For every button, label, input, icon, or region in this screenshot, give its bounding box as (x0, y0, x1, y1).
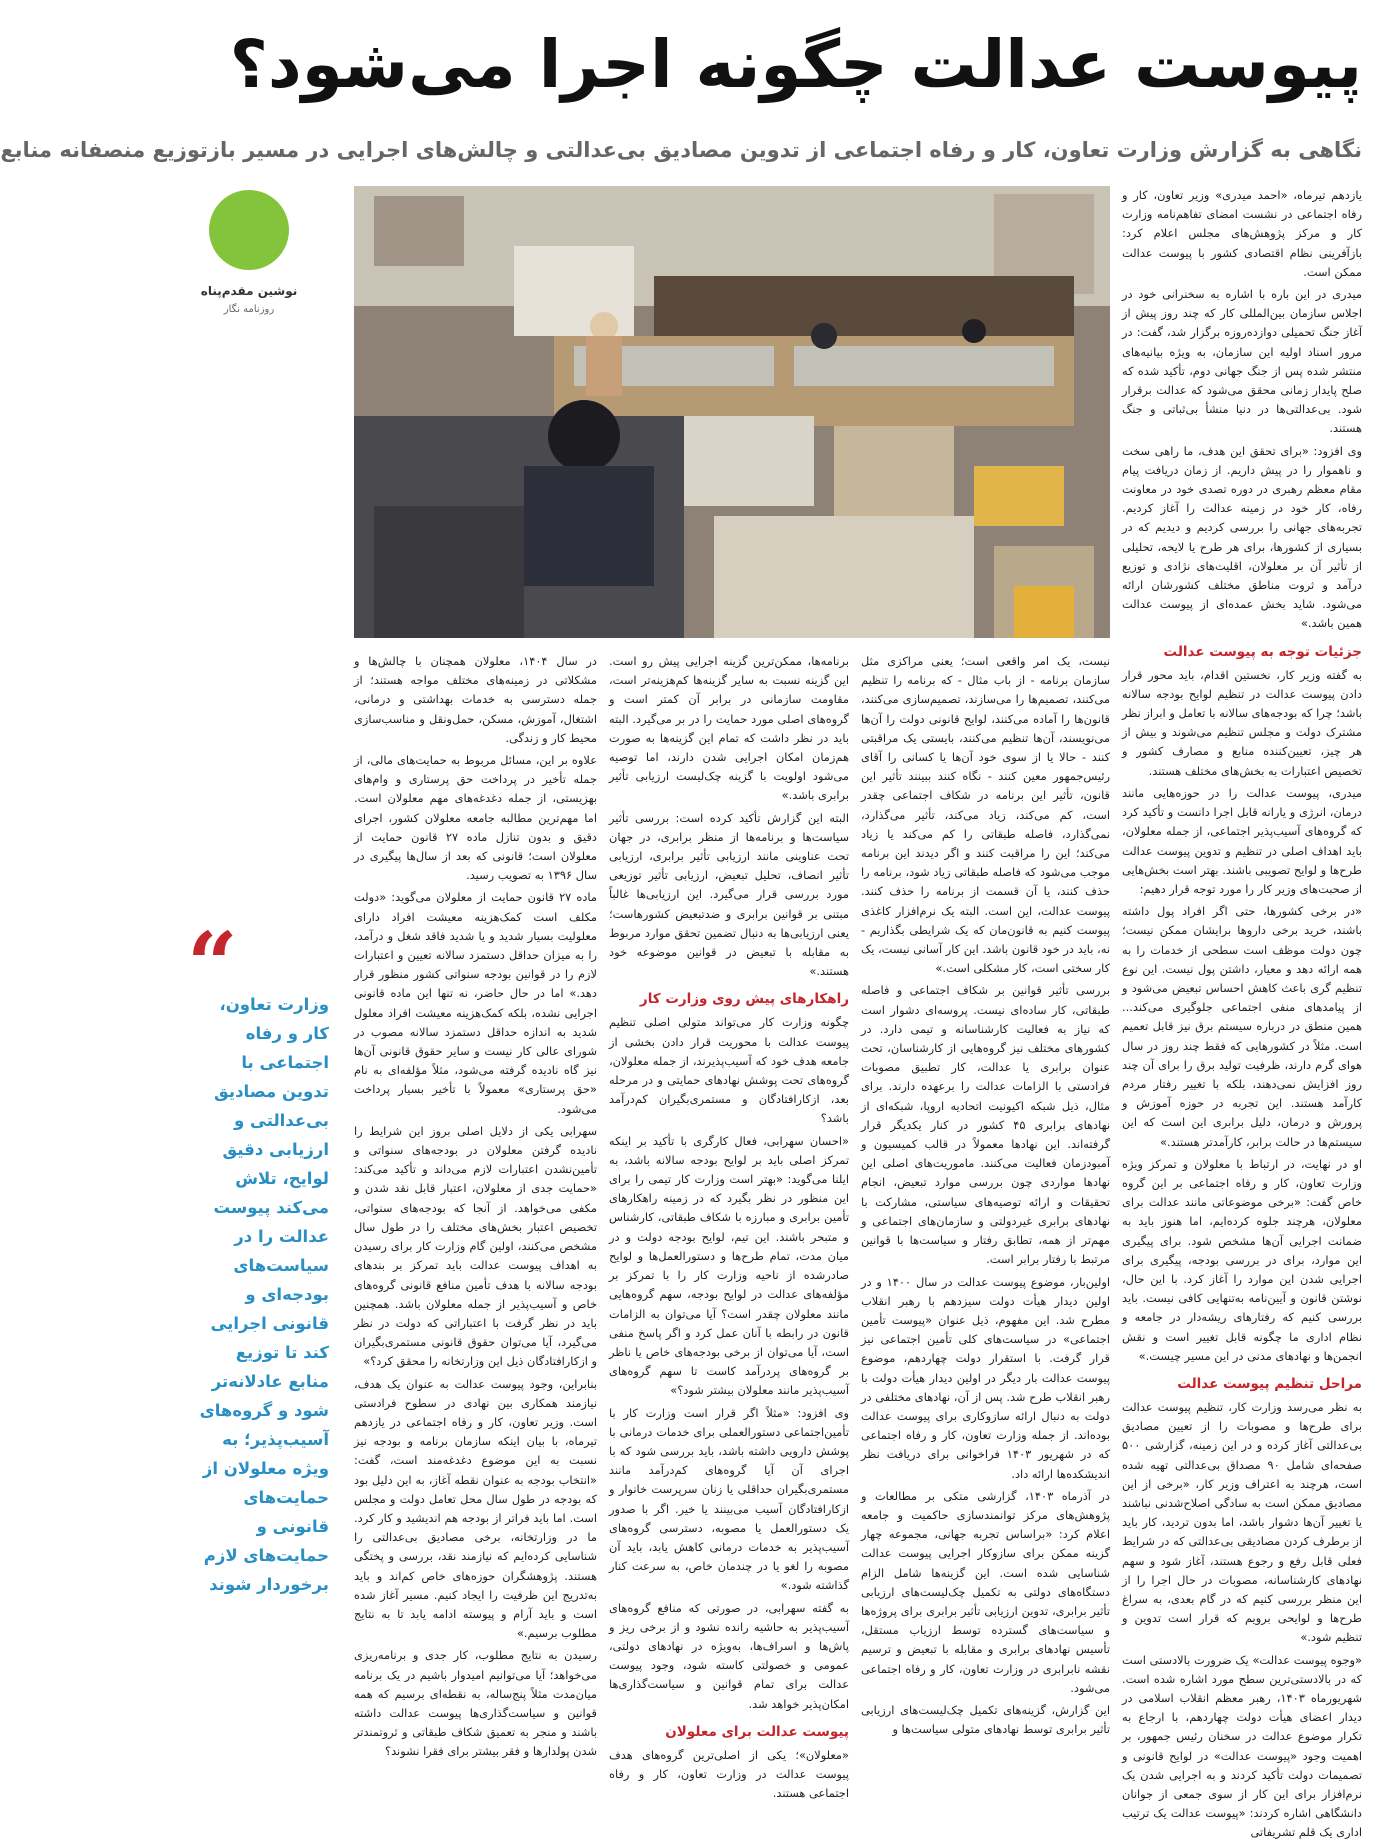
paragraph: این گزارش، گزینه‌های تکمیل چک‌لیست‌های ارزیابی تأثیر برابری توسط نهادهای متولی سیاست‌ها و (861, 1702, 1110, 1737)
pull-quote: وزارت تعاون، کار و رفاه اجتماعی با تدوین مصادیق بی‌عدالتی و ارزیابی دقیق لوایح، تلاش می‌کند پیوست عدالت را در سیاست‌های بودجه‌ای و قانونی اجرایی کند تا توزیع منابع عادلانه‌تر شود و گروه‌های آسیب‌پذیر؛ به ویژه معلولان از حمایت‌های قانونی و حمایت‌های لازم برخوردار شوند (199, 995, 329, 1594)
office-photo (354, 186, 1110, 638)
paragraph: یازدهم تیرماه، «احمد میدری» وزیر تعاون، کار و رفاه اجتماعی در نشست امضای تفاهم‌نامه وزارت کار و مرکز پژوهش‌های مجلس اعلام کرد: بازآفرینی نظام اقتصادی کشور با پیوست عدالت ممکن است. (1122, 188, 1362, 279)
author-name: نوشین مقدم‌پناه (200, 284, 298, 298)
section-heading: جزئیات توجه به پیوست عدالت (1163, 643, 1362, 660)
paragraph: «وجوه پیوست عدالت» یک ضرورت بالادستی است که در بالادستی‌ترین سطح مورد اشاره شده است. شهریورماه ۱۴۰۳، رهبر معظم انقلاب اسلامی در دیدار اعضای هیأت دولت چهاردهم، با ارجاع به تکرار موضوع عدالت در سخنان رئیس جمهور، بر اهمیت وجود «پیوست عدالت» در لوایح قانونی و تصمیمات دولت تأکید کردند و به اجرایی شدن یک نرم‌افزار برای این کار از سوی جمعی از جوانان دانشگاهی اشاره کردند: «پیوست عدالت یک ترتیب اداری یک قلم تشریفاتی (1122, 1652, 1363, 1840)
office-photo-illustration (354, 186, 1110, 638)
paragraph: بنابراین، وجود پیوست عدالت به عنوان یک هدف، نیازمند همکاری بین نهادی در سطوح فرادستی است. وزیر تعاون، کار و رفاه اجتماعی در یازدهم تیرماه، با بیان اینکه سازمان برنامه و بودجه نیز نسبت به این موضوع دغدغه‌مند است، گفت: «انتخاب بودجه به عنوان نقطه آغاز، به این دلیل بود که بودجه در طول سال محل تعامل دولت و مجلس است. اما باید فراتر از بودجه هم اندیشید و کار کرد. ما در وزارتخانه، برخی مصادیق بی‌عدالتی را شناسایی کرده‌ایم که نیازمند نقد، بررسی و پختگی هستند. پژوهشگران حوزه‌های خاص کم‌اند و باید به‌تدریج این ظرفیت را ایجاد کنیم. مسیر آغاز شده است و باید آرام و پیوسته ادامه یابد تا به نتایج مطلوب برسیم.» (354, 1376, 597, 1641)
headline: پیوست عدالت چگونه اجرا می‌شود؟ (229, 26, 1362, 103)
paragraph: نیست، یک امر واقعی است؛ یعنی مراکزی مثل سازمان برنامه - از باب مثال - که برنامه را تنظیم می‌کنند، تصمیم‌ها را می‌سازند، تصمیم‌سازی می‌کنند، قانون‌ها را آماده می‌کنند، لوایح قانونی دولت را آن‌ها می‌نویسند، آن‌ها تنظیم می‌کنند، بایستی یک مراقبتی کنند - حالا یا از سوی خود آن‌ها یا کسانی را آقای رئیس‌جمهور معین کنند - نگاه کنند ببینند تأثیر این قانون، تأثیر این برنامه در شکاف اجتماعی چقدر است، کم می‌کند، زیاد می‌کند، تأثیر می‌گذارد، نمی‌گذارد، فاصله طبقاتی را کم می‌کند یا زیاد می‌کند؛ این را مراقبت کنند و اگر دیدند این برنامه موجب می‌شود که فاصله طبقاتی زیاد شود، برنامه را حذف کنند، یا آن قسمت از برنامه را حذف کنند. پیوست عدالت، این است. البته یک نرم‌افزار کاغذی پیوست کنیم به قانون‌مان که یک شرایطی بگذاریم - نه، باید در خود قانون باشد. این کار آسانی نیست، یک کار سختی است، کار مشکلی است.» (861, 654, 1110, 976)
paragraph: وی افزود: «مثلاً اگر قرار است وزارت کار با تأمین‌اجتماعی دستورالعملی برای خدمات درمانی با پوشش دارویی داشته باشد، باید بررسی شود که با اجرای آن آیا گروه‌های کم‌درآمد مانند مستمری‌بگیران حداقلی یا زنان سرپرست خانوار و ازکارافتادگان آسیب می‌بینند یا خیر. اگر با صدور یک دستورالعمل یا مصوبه، دسترسی گروه‌های آسیب‌پذیر به خدمات درمانی کاهش یابد، باید آن مصوبه را لغو یا در چندمان خاص، به سرعت کنار گذاشته شود.» (609, 1405, 849, 1593)
section-heading: راهکارهای پیش روی وزارت کار (639, 991, 849, 1008)
paragraph: چگونه وزارت کار می‌تواند متولی اصلی تنظیم پیوست عدالت با محوریت قرار دادن بخشی از جامعه هدف خود که آسیب‌پذیرند، از جمله معلولان، گروه‌های تحت پوشش نهادهای حمایتی و در مرحله بعد، ازکارافتادگان و مستمری‌بگیران کم‌درآمد باشد؟ (609, 1015, 849, 1126)
paragraph: در سال ۱۴۰۴، معلولان همچنان با چالش‌ها و مشکلاتی در زمینه‌های مختلف مواجه هستند؛ از جمله دسترسی به خدمات بهداشتی و درمانی، اشتغال، آموزش، مسکن، حمل‌ونقل و مناسب‌سازی محیط کار و زندگی. (354, 654, 598, 745)
paragraph: سهرابی یکی از دلایل اصلی بروز این شرایط را نادیده گرفتن معلولان در بودجه‌های سنواتی و تأمین‌نشدن اعتبارات لازم می‌داند و تأکید می‌کند: «حمایت جدی از معلولان، اعتبار قابل نقد شدن و مکفی می‌خواهد. از آنجا که بودجه‌های سنواتی، تخصیص اعتبار بخش‌های مختلف را در طول سال مشخص می‌کنند، اولین گام وزارت کار برای رسیدن به اهداف پیوست عدالت باید تمرکز بر بندهای بودجه سالانه با هدف تأمین منافع قانونی گروه‌های خاص و آسیب‌پذیر از جمله معلولان باشد. همچنین باید در نظر گرفت با اعتباراتی که دولت در نظر می‌گیرد، آیا می‌توان حقوق قانونی مستمری‌بگیران و ازکارافتادگان ذیل این وزارتخانه را محقق کرد؟» (354, 1123, 597, 1369)
paragraph: «احسان سهرابی، فعال کارگری با تأکید بر اینکه تمرکز اصلی باید بر لوایح بودجه سالانه باشد، به ایلنا می‌گوید: «بهتر است وزارت کار تیمی را برای این منظور در نظر بگیرد که در زمینه راهکارهای تأمین برابری و مبارزه با شکاف طبقاتی، کارشناس و متبحر باشند. این تیم، لوایح بودجه دولت و در میان مدت، تمام طرح‌ها و دستورالعمل‌ها و لوایح صادرشده از ناحیه وزارت کار را با تمرکز بر مؤلفه‌های عدالت در لوایح بودجه، سهم گروه‌هایی مانند معلولان چقدر است؟ آیا می‌توان به الزامات قانون در رابطه با آنان عمل کرد و اگر پاسخ منفی است، آیا می‌توان از برخی بودجه‌های خاص یا ناظر بر گروه‌های پردرآمد کاست تا سهم گروه‌های آسیب‌پذیر مانند معلولان بیشتر شود؟» (609, 1133, 849, 1398)
paragraph: به گفته سهرابی، در صورتی که منافع گروه‌های آسیب‌پذیر به حاشیه رانده نشود و از برخی ریز و پاش‌ها و اسراف‌ها، به‌ویژه در نهادهای دولتی، عمومی و خصولتی کاسته شود، وجود پیوست عدالت برای تمام قوانین و سیاست‌گذاری‌ها امکان‌پذیر خواهد شد. (609, 1600, 849, 1711)
article-column-1 (1122, 186, 1363, 1840)
paragraph: ماده ۲۷ قانون حمایت از معلولان می‌گوید: «دولت مکلف است کمک‌هزینه معیشت افراد دارای معلولیت بسیار شدید و یا شدید فاقد شغل و درآمد، را به میزان حداقل دستمزد سالانه تعیین و اعتبارات لازم را در قوانین بودجه سنواتی کشور منظور قرار دهد.» اما در حال حاضر، نه تنها این ماده قانونی اجرایی نشده، بلکه کمک‌هزینه معیشت افراد معلول شدید به اندازه حداقل دستمزد سالانه مصوب در شورای عالی کار نیست و سایر حقوق قانونی آن‌ها نیز گاه نادیده گرفته می‌شود، مثلاً مؤلفه‌ای به نام «حق پرستاری» معمولاً با تأخیر بسیار پرداخت می‌شود. (354, 890, 597, 1116)
paragraph: البته این گزارش تأکید کرده است: بررسی تأثیر سیاست‌ها و برنامه‌ها از منظر برابری، در جهان تحت عناوینی مانند ارزیابی تأثیر برابری، ارزیابی تأثیر انصاف، تحلیل تبعیض، ارزیابی تأثیر توزیعی مورد بررسی قرار می‌گیرد. این ارزیابی‌ها غالباً مبتنی بر قوانین برابری و ضدتبعیض کشورهاست؛ یعنی ارزیابی‌ها به دنبال تضمین تحقق موارد مربوط به مقابله با تبعیض در قوانین موضوعه خود هستند.» (609, 810, 849, 979)
article-column-4 (354, 652, 597, 1766)
article-column-2 (861, 652, 1110, 1766)
paragraph: به گفته وزیر کار، نخستین اقدام، باید محور قرار دادن پیوست عدالت در تنظیم لوایح بودجه سالانه باشد؛ چرا که بودجه‌های سالانه با تعامل و ابراز نظر مشترک دولت و مجلس تنظیم می‌شوند و بیش از هر چیز، تعیین‌کننده منابع و مصارف کشور و تخصیص اعتبارات به بخش‌های مختلف هستند. (1122, 667, 1362, 778)
paragraph: «در برخی کشورها، حتی اگر افراد پول داشته باشند، خرید برخی داروها برایشان ممکن نیست؛ چون دولت موظف است سطحی از خدمات را به همه ارائه دهد و معیار، داشتن پول نیست. این نوع تنظیم گری باعث کاهش احساس تبعیض می‌شود و از پیامدهای منفی اجتماعی جلوگیری می‌کند... همین منطق در درباره سیستم برق نیز قابل تعمیم است. مثلاً در کشورهایی که فقط چند روز در سال هوای گرم دارند، ظرفیت تولید برق را برای آن چند روز افزایش نمی‌دهند، بلکه با تغییر رفتار مردم کارآمد هستند. این تجربه در حوزه آموزش و پرورش و درمان، دلیل برابری این است که این سیستم‌ها در حالت برابر، کارآمدتر هستند.» (1122, 904, 1362, 1149)
paragraph: برنامه‌ها، ممکن‌ترین گزینه اجرایی پیش رو است. این گزینه نسبت به سایر گزینه‌ها کم‌هزینه‌تر است، مقاومت سازمانی در برابر آن کمتر است و گروه‌های اصلی مورد حمایت را در بر می‌گیرد. البته باید در نظر داشت که تمام این گزینه‌ها به صورت هم‌زمان امکان اجرایی شدن دارند، اما توصیه می‌شود اولویت با گزینه چک‌لیست ارزیابی تأثیر برابری باشد.» (609, 654, 849, 803)
paragraph: به نظر می‌رسد وزارت کار، تنظیم پیوست عدالت برای طرح‌ها و مصوبات را از تعیین مصادیق بی‌عدالتی آغاز کرده و در این زمینه، گزارشی ۵۰۰ صفحه‌ای شامل ۹۰ مصداق بی‌عدالتی تهیه شده است، هرچند به اعتراف وزیر کار، «برخی از این مصادیق ممکن است به سادگی اصلاح‌شدنی نباشند یا تغییر آن‌ها دشوار باشد، اما بدون تردید، کار باید از برطرف کردن مصادیقی بی‌عدالتی که در شرایط فعلی قابل رفع و رجوع هستند، آغاز شود و سهم نهادهای کارشناسانه، مصوبات در حال اجرا را از این منظر بررسی کنیم که در گام بعدی، به سراغ طرح‌ها و لوایحی برویم که قرار است تدوین و تنظیم شود.» (1122, 1399, 1362, 1645)
paragraph: میدری، پیوست عدالت را در حوزه‌هایی مانند درمان، انرژی و یارانه قابل اجرا دانست و تأکید کرد که گروه‌های آسیب‌پذیر اجتماعی، از جمله معلولان، باید اهداف اصلی در تنظیم و تدوین پیوست عدالت طرح‌ها و لوایح تصویبی باشند. بهتر است بخش‌هایی از صحبت‌های وزیر کار را مورد توجه قرار دهیم: (1122, 785, 1362, 896)
subtitle: نگاهی به گزارش وزارت تعاون، کار و رفاه اجتماعی از تدوین مصادیق بی‌عدالتی و چالش‌های اجرایی در مسیر بازتوزیع منصفانه منابع (0, 138, 1362, 162)
author-role: روزنامه نگار (223, 304, 275, 315)
article-column-3 (609, 652, 849, 1801)
paragraph: بررسی تأثیر قوانین بر شکاف اجتماعی و فاصله طبقاتی، کار ساده‌ای نیست. پروسه‌ای دشوار است که نیاز به فعالیت کارشناسانه و تیمی دارد. در کشورهای مختلف نیز گروه‌هایی از کارشناسان، تحت عنوان برابری یا عدالت، کار تطبیق مصوبات فرادستی با الزامات عدالت را برعهده دارند. برای مثال، ذیل شبکه اکیونیت اتحادیه اروپا، شبکه‌ای از نهادهای برابری ۴۵ کشور در کنار یکدیگر قرار گرفته‌اند. این نهادها معمولاً در قالب کمیسیون و آمبودزمان فعالیت می‌کنند. ماموریت‌های اصلی این نهادها مواردی چون بررسی موارد تبعیض، انجام تحقیقات و ارائه توصیه‌های سیاستی، مشارکت با نهادهای برابری غیردولتی و سازمان‌های اجتماعی و مهم‌تر از همه، تطابق رفتار و سیاست‌ها با قوانین مرتبط با رفتار برابر است. (861, 983, 1111, 1267)
paragraph: در آذرماه ۱۴۰۳، گزارشی متکی بر مطالعات و پژوهش‌های مرکز توانمندسازی حاکمیت و جامعه اعلام کرد: «براساس تجربه جهانی، مجموعه چهار گزینه ممکن برای سازوکار اجرایی پیوست عدالت شناسایی شده است. این گزینه‌ها شامل الزام دستگاه‌های دولتی به تکمیل چک‌لیست‌های ارزیابی تأثیر برابری، تدوین ارزیابی تأثیر برابری برای پروژه‌ها و سیاست‌های گسترده توسط ارزیاب مستقل، تأسیس نهادهای برابری و مقابله با تبعیض و ترسیم نقشه نابرابری در وزارت تعاون، کار و رفاه اجتماعی می‌شود. (861, 1488, 1111, 1695)
paragraph: علاوه بر این، مسائل مربوط به حمایت‌های مالی، از جمله تأخیر در پرداخت حق پرستاری و وام‌های بهزیستی، از جمله دغدغه‌های مهم معلولان است. اما مهم‌ترین مطالبه جامعه معلولان کشور، اجرای دقیق و بدون تنازل ماده ۲۷ قانون حمایت از معلولان است؛ قانونی که بعد از سال‌ها پیگیری در سال ۱۳۹۶ به تصویب رسید. (354, 753, 597, 883)
paragraph: وی افزود: «برای تحقق این هدف، ما راهی سخت و ناهموار را در پیش داریم. از زمان دریافت پیام مقام معظم رهبری در دوره تصدی خود در معاونت رفاه، کار خود در زمینه عدالت را آغاز کردیم. تجربه‌های جهانی را بررسی کردیم و دیدیم که در بسیاری از کشورها، برای هر طرح یا لایحه، تحلیلی از تأثیر آن بر معلولان، اقلیت‌های نژادی و توزیع درآمد و ثروت مناطق مختلف کشورشان ارائه می‌شود. شاید بخش عمده‌ای از پیوست عدالت همین باشد.» (1122, 443, 1362, 631)
paragraph: رسیدن به نتایج مطلوب، کار جدی و برنامه‌ریزی می‌خواهد؛ آیا می‌توانیم امیدوار باشیم در یک برنامه میان‌مدت مثلاً پنج‌ساله، به نقطه‌ای برسیم که همه قوانین و سیاست‌گذاری‌ها پیوست عدالت داشته باشند و منجر به تعمیق شکاف طبقاتی و ثروتمندتر شدن پولدارها و فقر بیشتر برای فقرا نشوند؟ (354, 1648, 597, 1759)
paragraph: او در نهایت، در ارتباط با معلولان و تمرکز ویژه وزارت تعاون، کار و رفاه اجتماعی بر این گروه خاص گفت: «برخی موضوعاتی مانند عدالت برای معلولان، هرچند جلوه کرده‌ایم، اما هنوز باید به ضمانت اجرایی آن‌ها مشخص شود. برای پیگیری این موارد، برای در بررسی بودجه، پیگیری برای اجرایی شدن این موارد را آغاز کرد. با این حال، نوشتن قانون و آیین‌نامه به‌تنهایی کافی نیست. باید بررسی کنیم که رفتارهای ریشه‌دار در جامعه و نظام اداری ما چگونه قابل تغییر است و نقش انجمن‌ها و نهادهای مدنی در این مسیر چیست.» (1122, 1156, 1362, 1363)
paragraph: میدری در این باره با اشاره به سخنرانی خود در اجلاس سازمان بین‌المللی کار که چند روز پیش از آغاز جنگ تحمیلی دوازده‌روزه برگزار شد، گفت: در مرور اسناد اولیه این سازمان، به ویژه بیانیه‌های منتشر شده پس از جنگ جهانی دوم، تأکید شده که صلح پایدار زمانی محقق می‌شود که عدالت برقرار شود. بی‌عدالتی‌ها در دنیا منشأ بی‌ثباتی و جنگ هستند. (1122, 287, 1362, 436)
section-heading: پیوست عدالت برای معلولان (665, 1723, 849, 1740)
quote-mark-icon: “ (187, 912, 238, 1016)
paragraph: «معلولان»؛ یکی از اصلی‌ترین گروه‌های هدف پیوست عدالت در وزارت تعاون، کار و رفاه اجتماعی هستند. (609, 1747, 849, 1801)
paragraph: اولین‌بار، موضوع پیوست عدالت در سال ۱۴۰۰ و در اولین دیدار هیأت دولت سیزدهم با رهبر انقلاب مطرح شد. این مفهوم، ذیل عنوان «پیوست تأمین اجتماعی» در سیاست‌های کلی تأمین اجتماعی نیز قرار گرفت. با استقرار دولت چهاردهم، موضوع پیوست عدالت بار دیگر در اولین دیدار هیأت دولت با رهبر انقلاب طرح شد. پس از آن، نهادهای مختلفی در دولت به دنبال ارائه سازوکاری برای پیوست عدالت بوده‌اند. از جمله وزارت تعاون، کار و رفاه اجتماعی که در شهریور ۱۴۰۳ فراخوانی برای دریافت نظر اندیشکده‌ها ارائه داد. (861, 1274, 1110, 1481)
author-avatar (209, 190, 289, 270)
section-heading: مراحل تنظیم پیوست عدالت (1177, 1375, 1362, 1392)
